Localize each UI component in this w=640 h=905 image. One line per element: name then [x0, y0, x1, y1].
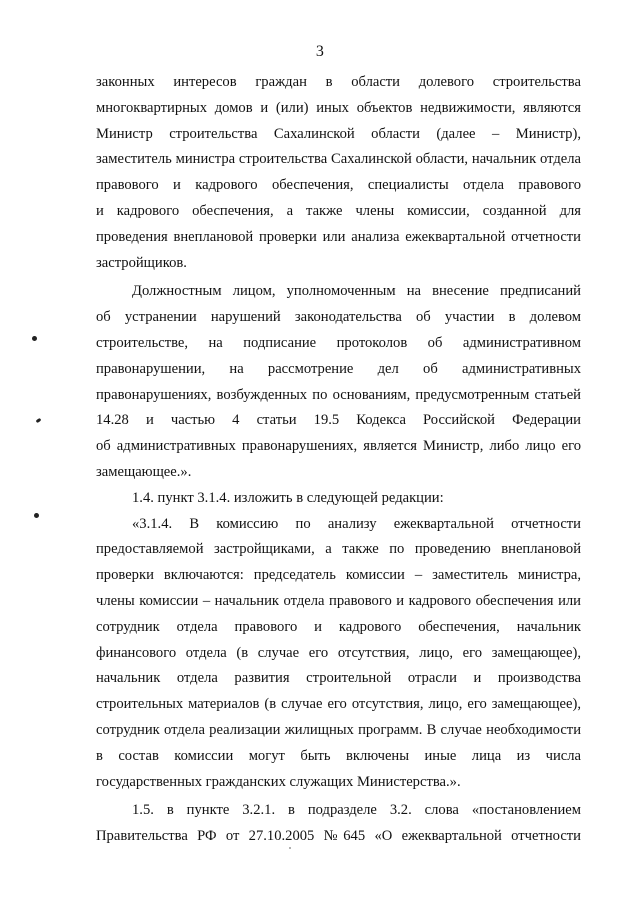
text-line: Правительства РФ от 27.10.2005 №645 «О ежеквартальной отчетности: [96, 828, 581, 845]
text-line: и кадрового обеспечения, а также члены комиссии, созданной для: [96, 202, 581, 219]
document-body: [96, 70, 581, 850]
text-line: Должностным лицом, уполномоченным на внесение предписаний: [132, 283, 581, 300]
text-line: государственных гражданских служащих Министерства.».: [96, 773, 461, 790]
text-line: многоквартирных домов и (или) иных объектов недвижимости, являются: [96, 99, 581, 116]
paragraph-item-1-5: [96, 798, 581, 850]
text-line: предоставляемой застройщиками, а также по проведению внеплановой: [96, 541, 581, 558]
paragraph-authorized-official: [96, 279, 581, 485]
text-line: сотрудник отдела реализации жилищных программ. В случае необходимости: [96, 721, 581, 738]
margin-mark: [36, 418, 42, 423]
text-line: 14.28 и частью 4 статьи 19.5 Кодекса Российской Федерации: [96, 412, 581, 429]
text-line: правонарушениях, возбужденных по основаниям, предусмотренным статьей: [96, 386, 581, 403]
text-line: строительных материалов (в случае его отсутствия, лицо, его замещающее),: [96, 696, 581, 713]
text-line: строительстве, на подписание протоколов об административном: [96, 334, 581, 351]
scan-speck: [289, 847, 291, 849]
paragraph-item-3-1-4: [96, 512, 581, 796]
text-line: правонарушении, на рассмотрение дел об административных: [96, 360, 581, 377]
page-number: 3: [315, 43, 325, 60]
text-line: финансового отдела (в случае его отсутствия, лицо, его замещающее),: [96, 644, 581, 661]
text-line: застройщиков.: [96, 254, 187, 271]
text-line: проверки включаются: председатель комиссии – заместитель министра,: [96, 567, 581, 584]
margin-mark: [32, 336, 37, 341]
text-line: проведения внеплановой проверки или анализа ежеквартальной отчетности: [96, 228, 581, 245]
text-line: заместитель министра строительства Сахалинской области, начальник отдела: [96, 151, 581, 168]
paragraph-item-1-4: [96, 486, 581, 512]
text-line: сотрудник отдела правового и кадрового обеспечения, начальник: [96, 618, 581, 635]
text-line: об устранении нарушений законодательства об участии в долевом: [96, 309, 581, 326]
text-line: члены комиссии – начальник отдела правового и кадрового обеспечения или: [96, 592, 581, 609]
text-line: замещающее.».: [96, 463, 192, 480]
text-line: в состав комиссии могут быть включены иные лица из числа: [96, 747, 581, 764]
paragraph-officials-list: [96, 70, 581, 276]
text-line: 1.5. в пункте 3.2.1. в подразделе 3.2. слова «постановлением: [132, 802, 581, 819]
text-line: об административных правонарушениях, является Министр, либо лицо его: [96, 438, 581, 455]
text-line: «3.1.4. В комиссию по анализу ежеквартальной отчетности: [132, 515, 581, 532]
text-line: Министр строительства Сахалинской области (далее – Министр),: [96, 125, 581, 142]
text-line: 1.4. пункт 3.1.4. изложить в следующей редакции:: [132, 489, 444, 506]
text-line: начальник отдела развития строительной отрасли и производства: [96, 670, 581, 687]
text-line: правового и кадрового обеспечения, специалисты отдела правового: [96, 177, 581, 194]
text-line: законных интересов граждан в области долевого строительства: [96, 74, 581, 90]
margin-mark: [34, 513, 39, 518]
